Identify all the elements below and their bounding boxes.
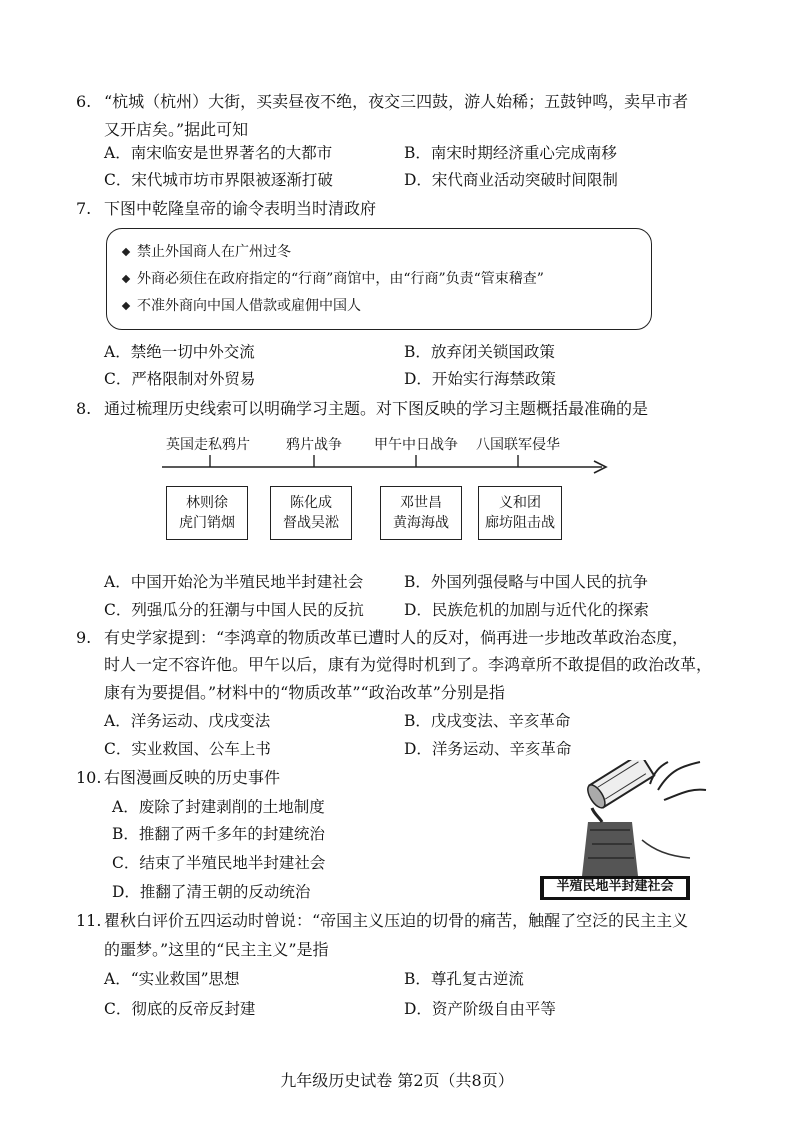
timeline-event: 甲午中日战争	[374, 437, 458, 453]
q11-number: 11.	[76, 911, 102, 930]
q9-stem-line2: 时人一定不容许他。甲午以后，康有为觉得时机到了。李鸿章所不敢提倡的政治改革，	[104, 655, 713, 674]
q6-stem-line1: “杭城（杭州）大街，买卖昼夜不绝，夜交三四鼓，游人始稀；五鼓钟鸣，卖早市者	[104, 92, 689, 111]
timeline-box: 邓世昌 黄海海战	[380, 486, 462, 540]
q6-number: 6.	[76, 92, 92, 111]
q11-option-d: D．资产阶级自由平等	[404, 1000, 556, 1018]
timeline-box: 义和团 廊坊阻击战	[478, 486, 562, 540]
q6-option-d: D．宋代商业活动突破时间限制	[404, 171, 618, 189]
edict-item: 外商必须住在政府指定的“行商”商馆中，由“行商”负责“管束稽查”	[123, 270, 544, 288]
timeline-event: 鸦片战争	[286, 437, 342, 453]
timeline-event: 八国联军侵华	[476, 437, 560, 453]
q10-stem: 右图漫画反映的历史事件	[104, 768, 281, 787]
q11-option-c: C．彻底的反帝反封建	[104, 1000, 256, 1018]
q8-option-d: D．民族危机的加剧与近代化的探索	[404, 601, 649, 619]
q9-option-d: D．洋务运动、辛亥革命	[404, 740, 572, 758]
q11-option-a: A．“实业救国”思想	[104, 970, 240, 988]
q7-option-c: C．严格限制对外贸易	[104, 370, 256, 388]
edict-item: 不准外商向中国人借款或雇佣中国人	[123, 297, 361, 315]
q9-option-b: B．戊戌变法、辛亥革命	[404, 712, 571, 730]
page-footer: 九年级历史试卷 第2页（共8页）	[280, 1071, 514, 1090]
q7-option-b: B．放弃闭关锁国政策	[404, 343, 555, 361]
q6-option-c: C．宋代城市坊市界限被逐渐打破	[104, 171, 333, 189]
q8-option-a: A．中国开始沦为半殖民地半封建社会	[104, 573, 364, 591]
q7-stem: 下图中乾隆皇帝的谕令表明当时清政府	[104, 199, 377, 218]
q6-option-a: A．南宋临安是世界著名的大都市	[104, 144, 333, 162]
q10-option-a: A．废除了封建剥削的土地制度	[112, 798, 325, 816]
timeline-box: 林则徐 虎门销烟	[166, 486, 248, 540]
q10-option-b: B．推翻了两千多年的封建统治	[112, 825, 325, 843]
q11-stem-line2: 的噩梦。”这里的“民主主义”是指	[104, 940, 329, 959]
q9-number: 9.	[76, 628, 92, 647]
q11-stem-line1: 瞿秋白评价五四运动时曾说：“帝国主义压迫的切骨的痛苦，触醒了空泛的民主主义	[104, 911, 689, 930]
q9-option-a: A．洋务运动、戊戌变法	[104, 712, 271, 730]
q8-number: 8.	[76, 399, 92, 418]
cartoon-label: 半殖民地半封建社会	[556, 879, 674, 894]
q10-number: 10.	[76, 768, 102, 787]
q7-option-d: D．开始实行海禁政策	[404, 370, 556, 388]
q7-number: 7.	[76, 199, 92, 218]
q10-option-d: D．推翻了清王朝的反动统治	[112, 883, 311, 901]
q7-option-a: A．禁绝一切中外交流	[104, 343, 255, 361]
q9-stem-line3: 康有为要提倡。”材料中的“物质改革”“政治改革”分别是指	[104, 683, 505, 702]
q8-stem: 通过梳理历史线索可以明确学习主题。对下图反映的学习主题概括最准确的是	[104, 399, 649, 418]
q8-option-b: B．外国列强侵略与中国人民的抗争	[404, 573, 648, 591]
q9-stem-line1: 有史学家提到：“李鸿章的物质改革已遭时人的反对，倘再进一步地改革政治态度，	[104, 628, 689, 647]
timeline-box: 陈化成 督战吴淞	[270, 486, 352, 540]
edict-item: 禁止外国商人在广州过冬	[123, 243, 291, 261]
timeline-diagram	[0, 0, 794, 560]
timeline-event: 英国走私鸦片	[166, 437, 250, 453]
q6-stem-line2: 又开店矣。”据此可知	[104, 120, 249, 139]
q6-option-b: B．南宋时期经济重心完成南移	[404, 144, 617, 162]
q8-option-c: C．列强瓜分的狂潮与中国人民的反抗	[104, 601, 364, 619]
q9-option-c: C．实业救国、公车上书	[104, 740, 271, 758]
q10-option-c: C．结束了半殖民地半封建社会	[112, 854, 326, 872]
q11-option-b: B．尊孔复古逆流	[404, 970, 524, 988]
